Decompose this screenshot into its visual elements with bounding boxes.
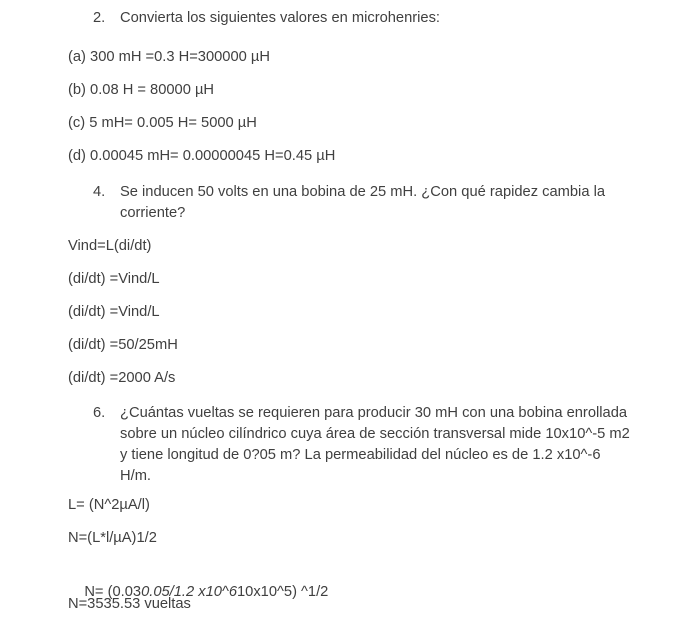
formula-turns-result: N=3535.53 vueltas	[68, 596, 191, 612]
answer-line-a: (a) 300 mH =0.3 H=300000 µH	[68, 49, 270, 65]
problem-text-4: Se inducen 50 volts en una bobina de 25 mH. ¿Con qué rapidez cambia la corriente?	[120, 184, 605, 221]
answer-line-b: (b) 0.08 H = 80000 µH	[68, 82, 215, 98]
formula-didt-3: (di/dt) =50/25mH	[68, 337, 178, 353]
answer-line-d: (d) 0.00045 mH= 0.00000045 H=0.45 µH	[68, 148, 336, 164]
segment-upright-1: N= (0.03	[84, 584, 142, 600]
problem-text-6: ¿Cuántas vueltas se requieren para producir 30 mH con una bobina enrollada sobre un núcleo cilíndrico cuya área de sección transversal mide 10x10^-5 m2 y tiene longitud de 0?05 m? La permeabilidad del núcleo es de 1.2 x10^-6 H/m.	[120, 405, 630, 484]
formula-turns: N=(L*l/µA)1/2	[68, 530, 157, 546]
problem-number-4: 4.	[93, 184, 106, 200]
problem-number-6: 6.	[93, 405, 106, 421]
segment-italic: 0.05/1.2 x10^6	[141, 584, 237, 600]
formula-vind: Vind=L(di/dt)	[68, 238, 152, 254]
answer-line-c: (c) 5 mH= 0.005 H= 5000 µH	[68, 115, 257, 131]
formula-didt-result: (di/dt) =2000 A/s	[68, 370, 176, 386]
problem-item-2	[0, 8, 677, 29]
segment-upright-2: 10x10^5) ^1/2	[236, 584, 329, 600]
formula-inductance: L= (N^2µA/l)	[68, 497, 150, 513]
problem-item-6	[0, 403, 677, 487]
problem-number-2: 2.	[93, 10, 106, 26]
formula-didt-1: (di/dt) =Vind/L	[68, 271, 160, 287]
formula-didt-2: (di/dt) =Vind/L	[68, 304, 160, 320]
problem-text-2: Convierta los siguientes valores en microhenries:	[120, 10, 441, 26]
problem-item-4	[0, 182, 677, 224]
